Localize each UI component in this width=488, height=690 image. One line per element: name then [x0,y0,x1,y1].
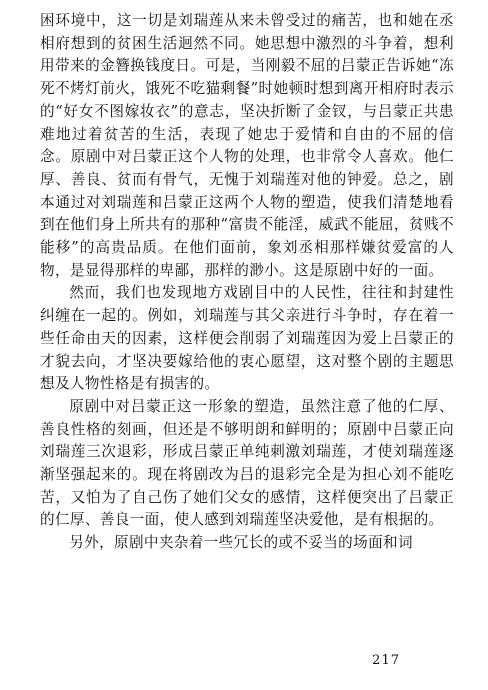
paragraph-lv-mengzheng-portrayal: 原剧中对吕蒙正这一形象的塑造，虽然注意了他的仁厚、善良性格的刻画，但还是不够明朗和鲜明的；原剧中吕蒙正向刘瑞莲三次退彩，形成吕蒙正单纯刺激刘瑞莲，才使刘瑞莲逐渐坚强起来的。现在将剧改为吕的退彩完全是为担心刘不能吃苦，又怕为了自己伤了她们父女的感情，这样便突出了吕蒙正的仁厚、善良一面，使人感到刘瑞莲坚决爱他，是有根据的。 [40,397,454,529]
paragraph-feudal-elements: 然而，我们也发现地方戏剧目中的人民性，往往和封建性纠缠在一起的。例如，刘瑞莲与其父亲进行斗争时，存在着一些任命由天的因素，这样便会削弱了刘瑞莲因为爱上吕蒙正的才貌去向，才坚决要嫁给他的衷心愿望，这对整个剧的主题思想及人物性格是有损害的。 [40,284,454,393]
page-number: 217 [372,653,400,668]
paragraph-continued: 困环境中，这一切是刘瑞莲从来未曾受过的痛苦，也和她在丞相府想到的贫困生活迥然不同。她思想中激烈的斗争着，想利用带来的金簪换钱度日。可是，当刚毅不屈的吕蒙正告诉她“冻死不烤灯前火，饿死不吃猫剩餐”时她顿时想到离开相府时表示的“好女不图嫁妆衣”的意志，坚决折断了金钗，与吕蒙正共患难地过着贫苦的生活，表现了她忠于爱情和自由的不屈的信念。原剧中对吕蒙正这个人物的处理，也非常令人喜欢。他仁厚、善良、贫而有骨气，无愧于刘瑞莲对他的钟爱。总之，剧本通过对刘瑞莲和吕蒙正这两个人物的塑造，使我们清楚地看到在他们身上所共有的那种“富贵不能淫，威武不能屈，贫贱不能移”的高贵品质。在他们面前，象刘丞相那样嫌贫爱富的人物，是显得那样的卑鄙，那样的渺小。这是原剧中好的一面。 [40,12,454,279]
paragraph-additional-notes: 另外，原剧中夹杂着一些冗长的或不妥当的场面和词 [69,534,413,552]
